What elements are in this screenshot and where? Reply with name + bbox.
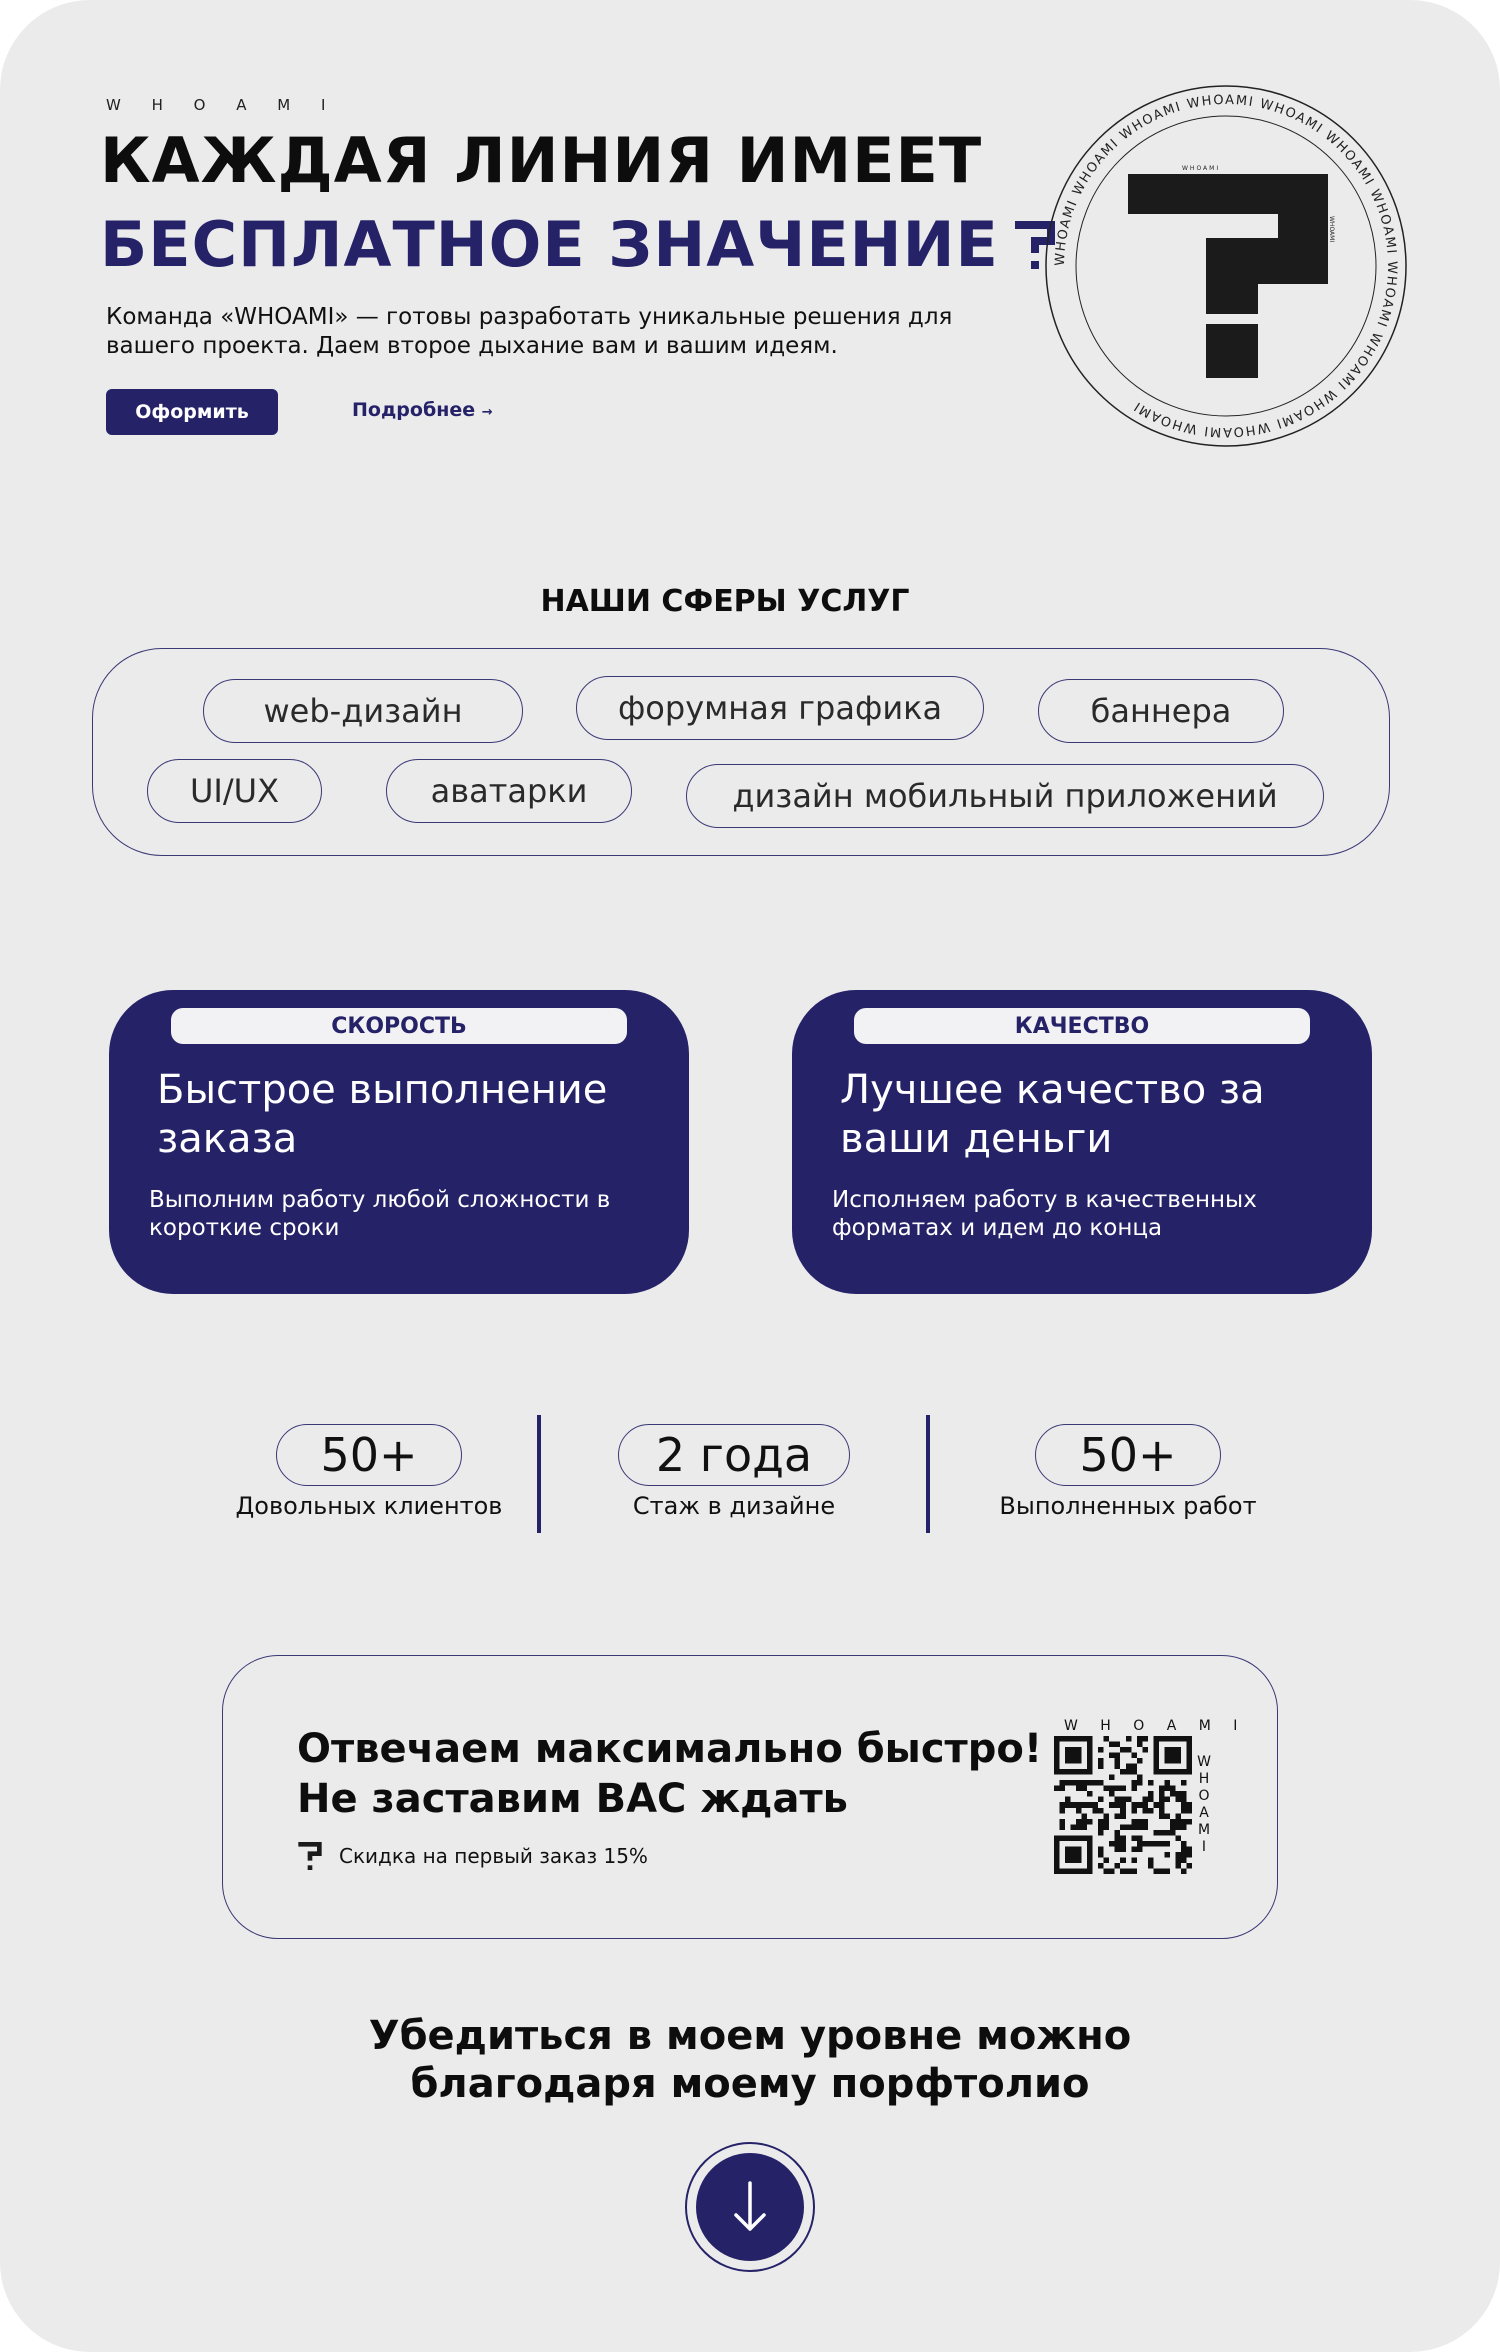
card-tag: СКОРОСТЬ (171, 1008, 627, 1044)
promo-discount (297, 1842, 648, 1870)
feature-card-speed (109, 990, 689, 1294)
stat-value-works: 50+ (1035, 1424, 1221, 1486)
service-chip-web-design[interactable]: web-дизайн (203, 679, 523, 743)
stat-divider (537, 1415, 541, 1533)
arrow-right-icon: → (481, 405, 493, 420)
whoami-seal-logo (1036, 76, 1416, 456)
seal-inner-side-text: WHOAMI (1328, 216, 1335, 243)
promo-line2: Не заставим ВАС ждать (297, 1776, 848, 1822)
service-chip-banners[interactable]: баннера (1038, 679, 1284, 743)
qr-brand-vertical-label: W H O A M I (1197, 1754, 1211, 1855)
service-chip-mobile-apps[interactable]: дизайн мобильный приложений (686, 764, 1324, 828)
promo-line1: Отвечаем максимально быстро! (297, 1726, 1043, 1772)
brand-label: W H O A M I (106, 96, 339, 114)
scroll-down-inner (696, 2153, 804, 2261)
service-chip-forum-graphics[interactable]: форумная графика (576, 676, 984, 740)
portfolio-text (0, 2012, 1500, 2108)
services-title: НАШИ СФЕРЫ УСЛУГ (540, 584, 910, 619)
stat-label-experience: Стаж в дизайне (632, 1492, 836, 1520)
service-chip-avatars[interactable]: аватарки (386, 759, 632, 823)
arrow-down-icon (730, 2179, 770, 2235)
feature-card-quality (792, 990, 1372, 1294)
qr-code-icon[interactable] (1054, 1736, 1192, 1874)
card-text: Исполняем работу в качественных форматах и идем до конца (832, 1187, 1257, 1241)
scroll-down-button[interactable] (685, 2142, 815, 2272)
card-title: Лучшее качество за ваши деньги (840, 1067, 1265, 1162)
card-text: Выполним работу любой сложности в короткие сроки (149, 1187, 611, 1241)
promo-discount-text: Скидка на первый заказ 15% (339, 1844, 648, 1868)
stat-value-experience: 2 года (618, 1424, 850, 1486)
seal-inner-top-text: WHOAMI (1182, 165, 1221, 172)
more-link[interactable] (352, 399, 493, 421)
question-mark-icon (297, 1842, 323, 1870)
hero-title-line2 (100, 208, 1057, 281)
service-chip-ui-ux[interactable]: UI/UX (147, 759, 322, 823)
portfolio-line2: благодаря моему порфтолио (410, 2061, 1090, 2107)
stat-label-clients: Довольных клиентов (235, 1492, 503, 1520)
card-tag: КАЧЕСТВО (854, 1008, 1310, 1044)
stat-divider (926, 1415, 930, 1533)
portfolio-line1: Убедиться в моем уровне можно (368, 2013, 1132, 2059)
order-button[interactable]: Оформить (106, 389, 278, 435)
seal-question-mark-icon (1128, 174, 1328, 378)
stat-label-works: Выполненных работ (999, 1492, 1257, 1520)
seal-ring-text: WHOAMI WHOAMI WHOAMI WHOAMI WHOAMI WHOAMI WHOAMI WHOAMI WHOAMI WHOAMI WHOAMI WHOAMI (1052, 92, 1400, 440)
more-link-label: Подробнее (352, 399, 476, 421)
hero-description: Команда «WHOAMI» — готовы разработать уникальные решения для вашего проекта. Даем второе дыхание вам и вашим идеям. (106, 304, 953, 359)
stat-value-clients: 50+ (276, 1424, 462, 1486)
card-title: Быстрое выполнение заказа (157, 1067, 608, 1162)
hero-title-line1: КАЖДАЯ ЛИНИЯ ИМЕЕТ (100, 124, 983, 197)
hero-title-line2-text: БЕСПЛАТНОЕ ЗНАЧЕНИЕ (100, 208, 999, 281)
qr-brand-label: W H O A M I (1064, 1718, 1247, 1734)
